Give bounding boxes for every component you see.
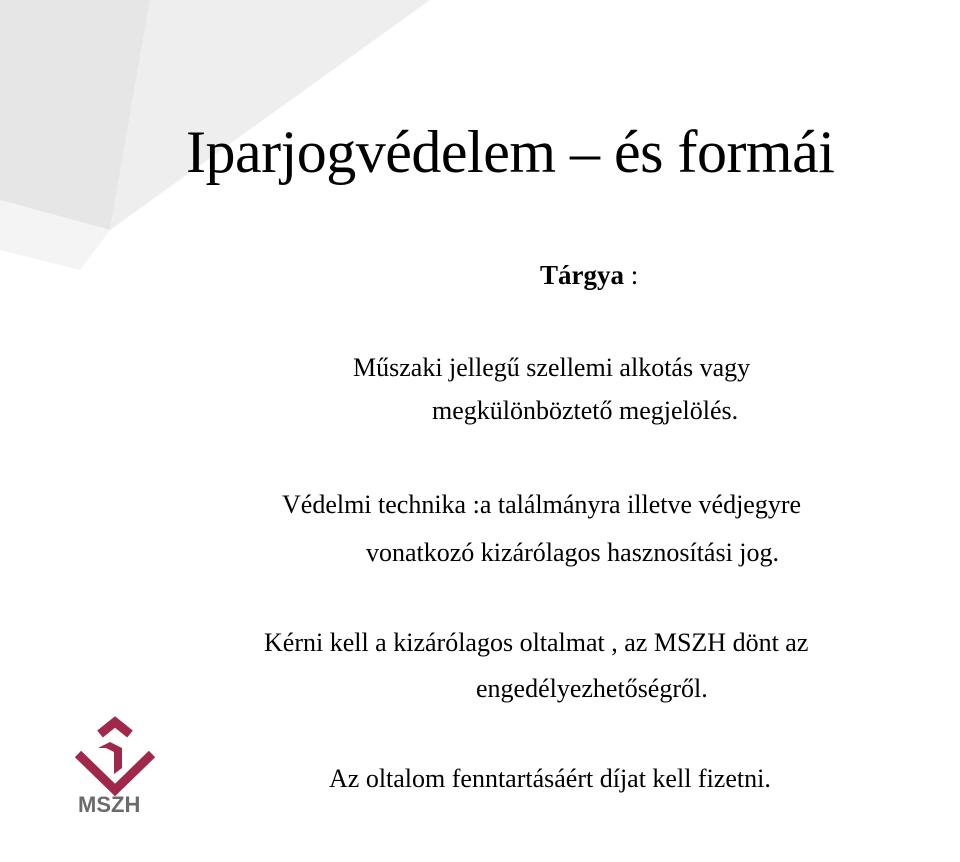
paragraph-2-line-2: vonatkozó kizárólagos hasznosítási jog. xyxy=(366,538,780,567)
paragraph-4-line-1: Az oltalom fenntartásáért díjat kell fizetni. xyxy=(329,764,771,793)
logo-text: MSZH xyxy=(78,792,141,817)
paragraph-1-line-1: Műszaki jellegű szellemi alkotás vagy xyxy=(353,353,751,382)
paragraph-1-line-2: megkülönböztető megjelölés. xyxy=(432,396,739,425)
paragraph-3-line-1: Kérni kell a kizárólagos oltalmat , az MSZH dönt az xyxy=(264,628,809,657)
subject-suffix: : xyxy=(624,260,639,290)
paragraph-2-line-1: Védelmi technika :a találmányra illetve védjegyre xyxy=(282,490,802,519)
subject-heading xyxy=(540,258,638,292)
paragraph-3-line-2: engedélyezhetőségről. xyxy=(476,674,708,703)
slide-title: Iparjogvédelem – és formái xyxy=(186,119,835,185)
subject-label: Tárgya xyxy=(540,260,624,290)
